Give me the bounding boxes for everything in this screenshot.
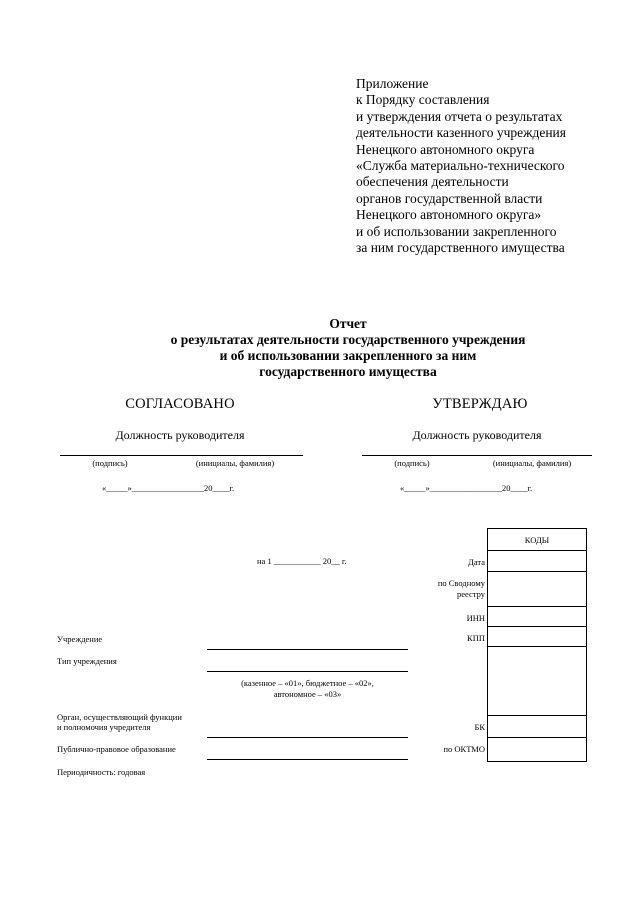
report-as-of-date: на 1 ___________ 20__ г.	[257, 556, 347, 566]
appendix-line: деятельности казенного учреждения	[356, 125, 566, 141]
institution-type-hint-1: (казенное – «01», бюджетное – «02»,	[241, 678, 374, 688]
agreed-name-caption: (инициалы, фамилия)	[195, 458, 275, 468]
codes-table	[487, 528, 587, 762]
code-date-cell[interactable]	[488, 551, 587, 572]
appendix-line: органов государственной власти	[356, 190, 543, 206]
appendix-line: к Порядку составления	[356, 92, 490, 108]
approved-date-line: «_____»_________________20____г.	[400, 483, 533, 493]
appendix-line: Ненецкого автономного округа»	[356, 207, 542, 223]
appendix-line: за ним государственного имущества	[356, 240, 565, 256]
authority-label-1: Орган, осуществляющий функции	[57, 712, 182, 722]
oktmo-label: по ОКТМО	[443, 744, 485, 754]
appendix-line: «Служба материально-технического	[356, 158, 565, 174]
code-period-cell[interactable]	[488, 738, 587, 762]
code-bk-cell[interactable]	[488, 647, 587, 716]
appendix-line: Приложение	[356, 76, 429, 91]
report-title-line: и об использовании закрепленного за ним	[219, 348, 477, 363]
appendix-block	[356, 76, 566, 256]
appendix-line: и об использовании закрепленного	[356, 223, 557, 239]
registry-label-1: по Сводному	[437, 578, 485, 588]
agreed-sign-caption: (подпись)	[92, 458, 128, 468]
report-title-line: государственного имущества	[259, 364, 437, 379]
agreed-signature-line	[60, 455, 303, 456]
approved-heading: УТВЕРЖДАЮ	[432, 396, 528, 412]
approved-position: Должность руководителя	[412, 428, 542, 442]
institution-type-field[interactable]	[207, 671, 408, 672]
approved-signature-line	[362, 455, 592, 456]
registry-label-2: реестру	[457, 589, 485, 599]
code-inn-cell[interactable]	[488, 607, 587, 627]
code-oktmo-cell[interactable]	[488, 716, 587, 738]
report-title-line: о результатах деятельности государственного учреждения	[170, 332, 526, 347]
approved-sign-caption: (подпись)	[394, 458, 430, 468]
code-kpp-cell[interactable]	[488, 627, 587, 647]
institution-type-label: Тип учреждения	[57, 656, 117, 666]
code-registry-cell[interactable]	[488, 572, 587, 607]
kpp-label: КПП	[467, 633, 485, 643]
report-title-line: Отчет	[329, 316, 367, 331]
public-entity-field[interactable]	[207, 759, 408, 760]
agreed-heading: СОГЛАСОВАНО	[125, 396, 235, 412]
agreed-date-line: «_____»_________________20____г.	[102, 483, 235, 493]
institution-field[interactable]	[207, 649, 408, 650]
public-entity-label: Публично-правовое образование	[57, 744, 176, 754]
codes-header: КОДЫ	[488, 529, 587, 551]
appendix-line: обеспечения деятельности	[356, 174, 509, 190]
institution-label: Учреждение	[57, 634, 103, 644]
authority-label-2: и полномочия учредителя	[57, 722, 151, 732]
report-title	[0, 316, 640, 380]
agreed-position: Должность руководителя	[115, 428, 245, 442]
appendix-line: Ненецкого автономного округа	[356, 141, 535, 157]
authority-field[interactable]	[207, 737, 408, 738]
institution-type-hint-2: автономное – «03»	[273, 689, 342, 699]
inn-label: ИНН	[466, 613, 485, 623]
appendix-line: и утверждения отчета о результатах	[356, 108, 563, 124]
approved-name-caption: (инициалы, фамилия)	[492, 458, 572, 468]
date-label: Дата	[468, 557, 485, 567]
periodicity-label: Периодичность: годовая	[57, 767, 146, 777]
bk-label: БК	[474, 722, 485, 732]
